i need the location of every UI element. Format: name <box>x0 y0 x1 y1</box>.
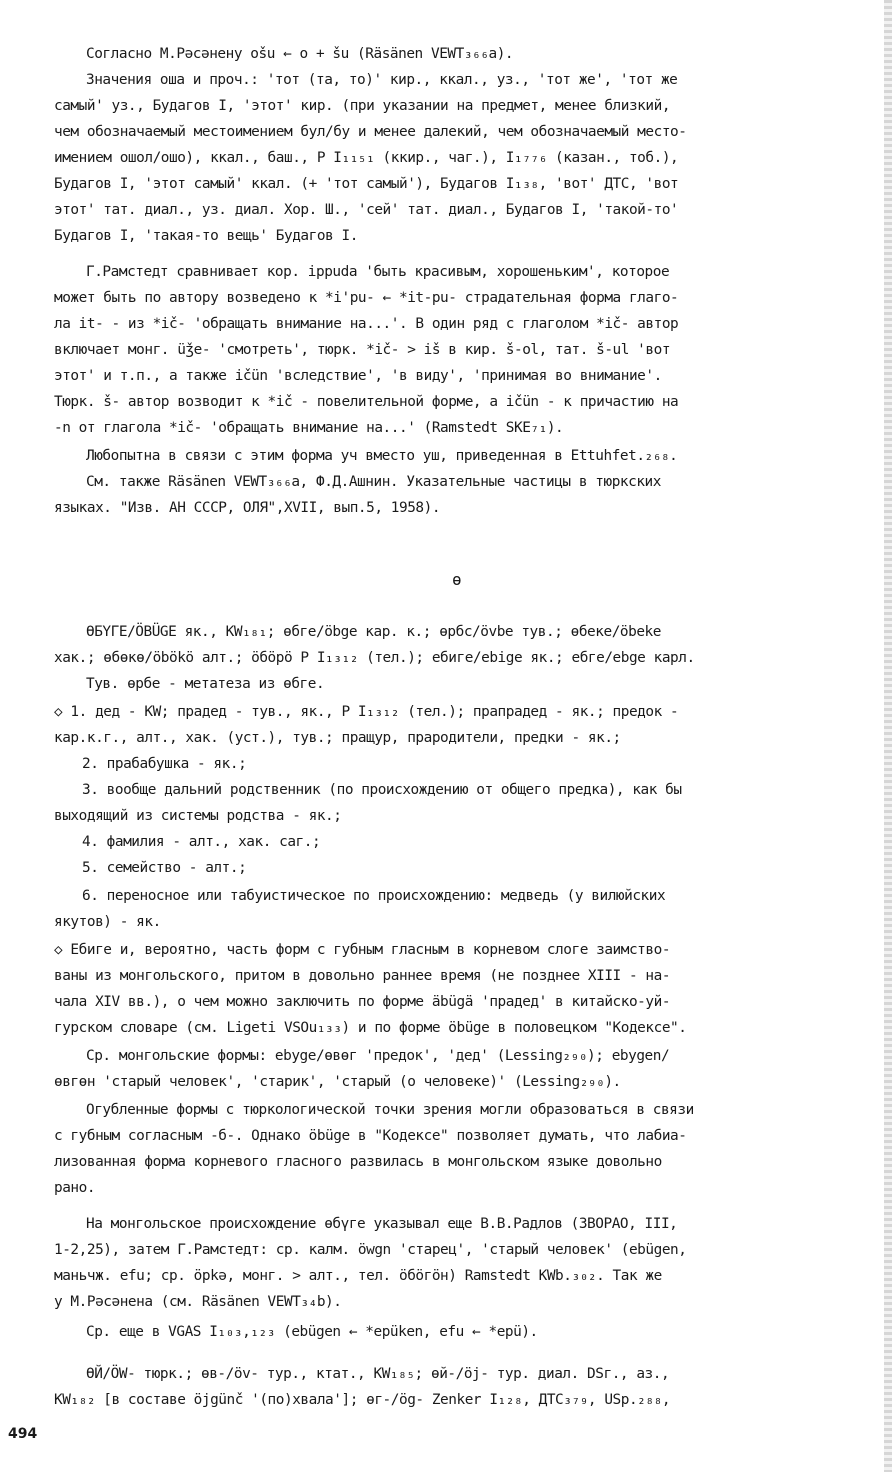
text-line: На монгольское происхождение өбүге указывал еще В.В.Радлов (ЗВОРАО, III, <box>86 1216 678 1232</box>
text-line: Будагов I, 'этот самый' ккал. (+ 'тот самый'), Будагов I₁₃₈, 'вот' ДТС, 'вот <box>54 176 679 192</box>
text-line: Ср. еще в VGAS I₁₀₃,₁₂₃ (ebügen ← *epüken, efu ← *epü). <box>86 1324 538 1340</box>
text-line: выходящий из системы родства - як.; <box>54 808 342 824</box>
text-line: 5. семейство - алт.; <box>82 860 247 876</box>
section-heading: ө <box>452 570 462 589</box>
text-line: самый' уз., Будагов I, 'этот' кир. (при указании на предмет, менее близкий, <box>54 98 671 114</box>
text-line: рано. <box>54 1180 96 1196</box>
text-line: 2. прабабушка - як.; <box>82 756 247 772</box>
text-line: ◇ Ебиге и, вероятно, часть форм с губным гласным в корневом слоге заимство- <box>54 942 671 958</box>
text-line: Г.Рамстедт сравнивает кор. ippuda 'быть красивым, хорошеньким', которое <box>86 264 670 280</box>
text-line: өвгөн 'старый человек', 'старик', 'старый (о человеке)' (Lessing₂₉₀). <box>54 1074 621 1090</box>
text-line: кар.к.г., алт., хак. (уст.), тув.; пращур, прародители, предки - як.; <box>54 730 621 746</box>
text-line: Тув. өрбе - метатеза из өбге. <box>86 676 325 692</box>
text-line: языках. "Изв. АН СССР, ОЛЯ",XVII, вып.5, 1958). <box>54 500 441 516</box>
text-line: хак.; өбөкө/öbökö алт.; öбӧрӧ Р I₁₃₁₂ (тел.); ебиге/ebige як.; ебге/ebge карл. <box>54 650 695 666</box>
text-line: Согласно М.Рәсәнену оšu ← о + šu (Räsänen VEWT₃₆₆а). <box>86 46 514 62</box>
entry-headword-line: ӨБҮГЕ/ÖBÜGE як., KW₁₈₁; өбге/öbge кар. к.; өрбс/övbe тув.; өбеке/öbeke <box>86 624 661 640</box>
text-line: якутов) - як. <box>54 914 161 930</box>
page-number: 494 <box>8 1426 38 1442</box>
text-line: 4. фамилия - алт., хак. саг.; <box>82 834 321 850</box>
text-line: с губным согласным -б-. Однако öbüge в "Кодексе" позволяет думать, что лабиа- <box>54 1128 687 1144</box>
text-line: у М.Рәсәнена (см. Räsänen VEWT₃₄b). <box>54 1294 342 1310</box>
text-line: Любопытна в связи с этим форма уч вместо уш, приведенная в Ettuhfet.₂₆₈. <box>86 448 678 464</box>
text-line: лизованная форма корневого гласного развилась в монгольском языке довольно <box>54 1154 662 1170</box>
text-line: ◇ 1. дед - KW; прадед - тув., як., Р I₁₃₁₂ (тел.); прапрадед - як.; предок - <box>54 704 679 720</box>
text-line: может быть по автору возведено к *i'pu- ← *it-pu- страдательная форма глаго- <box>54 290 679 306</box>
text-line: маньчж. efu; ср. öpkə, монг. > алт., тел. öбöгöн) Ramstedt KWb.₃₀₂. Так же <box>54 1268 662 1284</box>
text-line: гурском словаре (см. Ligeti VSOu₁₃₃) и по форме öbüge в половецком "Кодексе". <box>54 1020 687 1036</box>
entry-headword-line: ӨЙ/ÖW- тюрк.; өв-/öv- тур., ктат., KW₁₈₅; өй-/öj- тур. диал. DSг., аз., <box>86 1366 670 1382</box>
text-line: ла it- - из *ič- 'обращать внимание на...'. В один ряд с глаголом *ič- автор <box>54 316 679 332</box>
scan-spine-edge <box>884 0 892 1472</box>
text-line: Значения оша и проч.: 'тот (та, то)' кир., ккал., уз., 'тот же', 'тот же <box>86 72 678 88</box>
text-line: этот' и т.п., а также ičün 'вследствие', 'в виду', 'принимая во внимание'. <box>54 368 662 384</box>
text-line: Ср. монгольские формы: ebyge/өвөг 'предок', 'дед' (Lessing₂₉₀); ebygen/ <box>86 1048 670 1064</box>
text-line: ваны из монгольского, притом в довольно раннее время (не позднее XIII - на- <box>54 968 671 984</box>
text-line: 3. вообще дальний родственник (по происхождению от общего предка), как бы <box>82 782 682 798</box>
text-line: 6. переносное или табуистическое по происхождению: медведь (у вилюйских <box>82 888 666 904</box>
text-line: Огубленные формы с тюркологической точки зрения могли образоваться в связи <box>86 1102 694 1118</box>
text-line: KW₁₈₂ [в составе öjgünč '(по)хвала']; өг-/ög- Zenker I₁₂₈, ДТС₃₇₉, USp.₂₈₈, <box>54 1392 671 1408</box>
text-line: чала XIV вв.), о чем можно заключить по форме äbügä 'прадед' в китайско-уй- <box>54 994 671 1010</box>
text-line: См. также Räsänen VEWT₃₆₆а, Ф.Д.Ашнин. Указательные частицы в тюркских <box>86 474 661 490</box>
text-line: -n от глагола *ič- 'обращать внимание на...' (Ramstedt SKE₇₁). <box>54 420 564 436</box>
text-line: включает монг. üǯe- 'смотреть', тюрк. *ič- > iš в кир. š-ol, тат. š-ul 'вот <box>54 342 671 358</box>
text-line: этот' тат. диал., уз. диал. Хор. Ш., 'сей' тат. диал., Будагов I, 'такой-то' <box>54 202 679 218</box>
text-line: Тюрк. š- автор возводит к *ič - повелительной форме, а ičün - к причастию на <box>54 394 679 410</box>
text-line: 1-2,25), затем Г.Рамстедт: ср. калм. öwgn 'старец', 'старый человек' (ebügen, <box>54 1242 687 1258</box>
text-line: чем обозначаемый местоимением бул/бу и менее далекий, чем обозначаемый место- <box>54 124 687 140</box>
text-line: Будагов I, 'такая-то вещь' Будагов I. <box>54 228 358 244</box>
text-line: имением ошол/ошо), ккал., баш., Р I₁₁₅₁ (ккир., чаг.), I₁₇₇₆ (казан., тоб.), <box>54 150 679 166</box>
